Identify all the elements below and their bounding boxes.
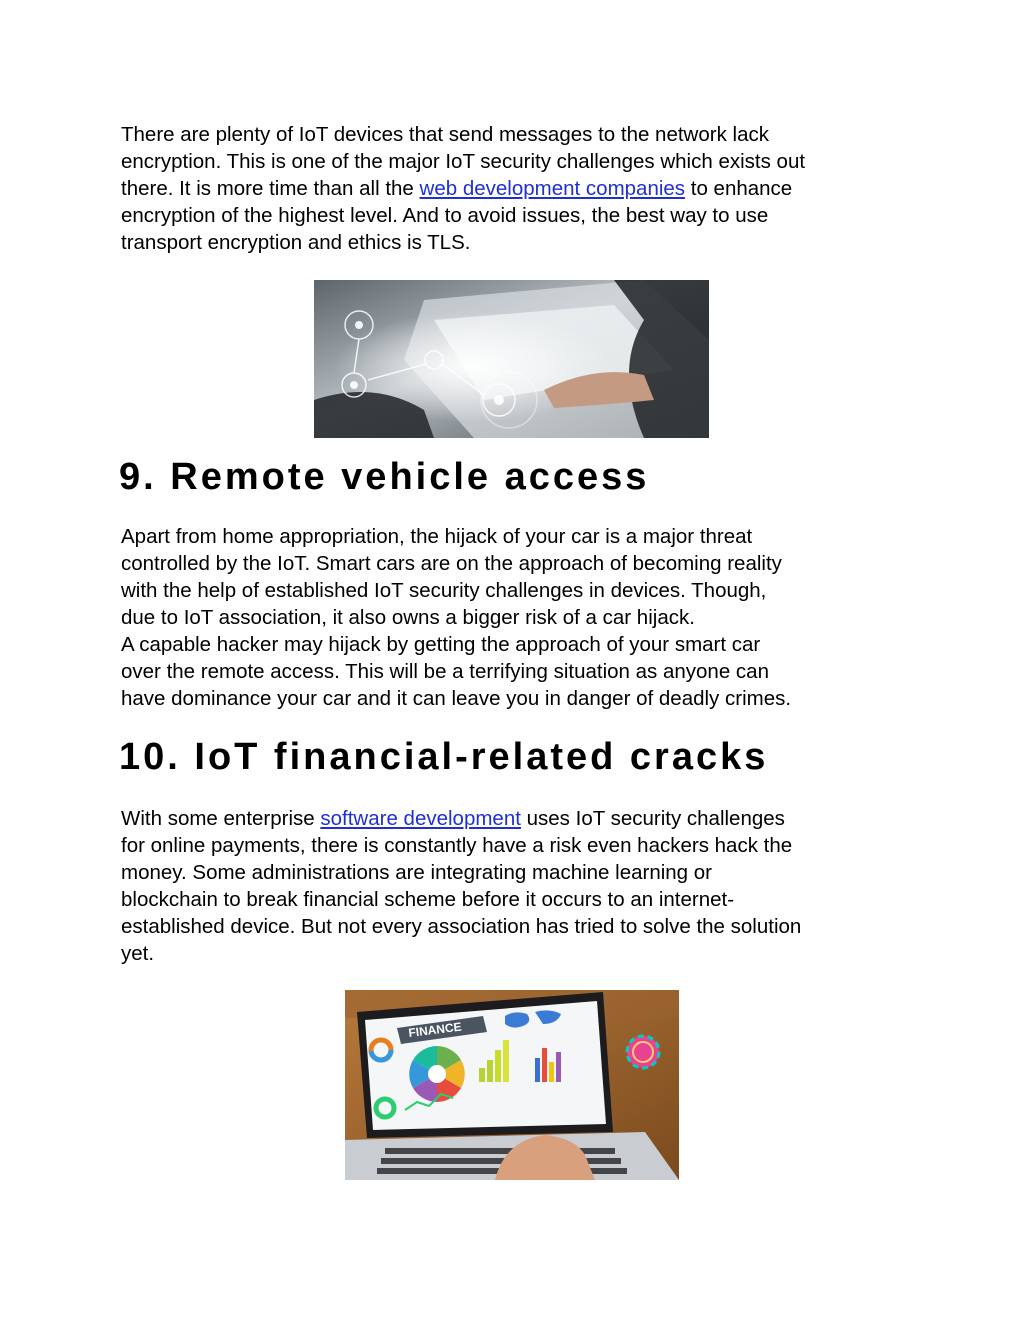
section-9-paragraph bbox=[121, 523, 911, 712]
text-line bbox=[121, 175, 911, 202]
laptop-network-photo bbox=[314, 280, 709, 438]
intro-paragraph bbox=[121, 121, 911, 256]
text-line: transport encryption and ethics is TLS. bbox=[121, 231, 471, 254]
text-line: blockchain to break financial scheme before it occurs to an internet- bbox=[121, 888, 735, 911]
text-fragment: With some enterprise bbox=[121, 807, 321, 830]
software-development-link[interactable]: software development bbox=[320, 807, 521, 830]
section-9-heading: 9. Remote vehicle access bbox=[119, 456, 650, 498]
text-line bbox=[121, 805, 911, 832]
section-10-paragraph bbox=[121, 805, 911, 967]
text-line: have dominance your car and it can leave you in danger of deadly crimes. bbox=[121, 687, 792, 710]
text-fragment: to enhance bbox=[685, 177, 793, 200]
finance-laptop-photo bbox=[345, 990, 679, 1180]
text-fragment: there. It is more time than all the bbox=[121, 177, 420, 200]
web-development-companies-link[interactable]: web development companies bbox=[419, 177, 686, 200]
text-line: with the help of established IoT security challenges in devices. Though, bbox=[121, 579, 767, 602]
section-10-heading: 10. IoT financial-related cracks bbox=[119, 736, 769, 778]
text-line: for online payments, there is constantly have a risk even hackers hack the bbox=[121, 834, 793, 857]
text-line: yet. bbox=[121, 942, 155, 965]
text-line: controlled by the IoT. Smart cars are on the approach of becoming reality bbox=[121, 552, 782, 575]
text-fragment: uses IoT security challenges bbox=[520, 807, 785, 830]
text-line: established device. But not every association has tried to solve the solution bbox=[121, 915, 802, 938]
text-line: encryption. This is one of the major IoT security challenges which exists out bbox=[121, 150, 806, 173]
finance-banner-text: FINANCE bbox=[407, 1019, 463, 1040]
text-line: over the remote access. This will be a terrifying situation as anyone can bbox=[121, 660, 769, 683]
text-line: There are plenty of IoT devices that send messages to the network lack bbox=[121, 123, 769, 146]
text-line: money. Some administrations are integrating machine learning or bbox=[121, 861, 713, 884]
text-line: A capable hacker may hijack by getting the approach of your smart car bbox=[121, 633, 761, 656]
text-line: encryption of the highest level. And to avoid issues, the best way to use bbox=[121, 204, 769, 227]
text-line: Apart from home appropriation, the hijack of your car is a major threat bbox=[121, 525, 753, 548]
text-line: due to IoT association, it also owns a bigger risk of a car hijack. bbox=[121, 606, 695, 629]
